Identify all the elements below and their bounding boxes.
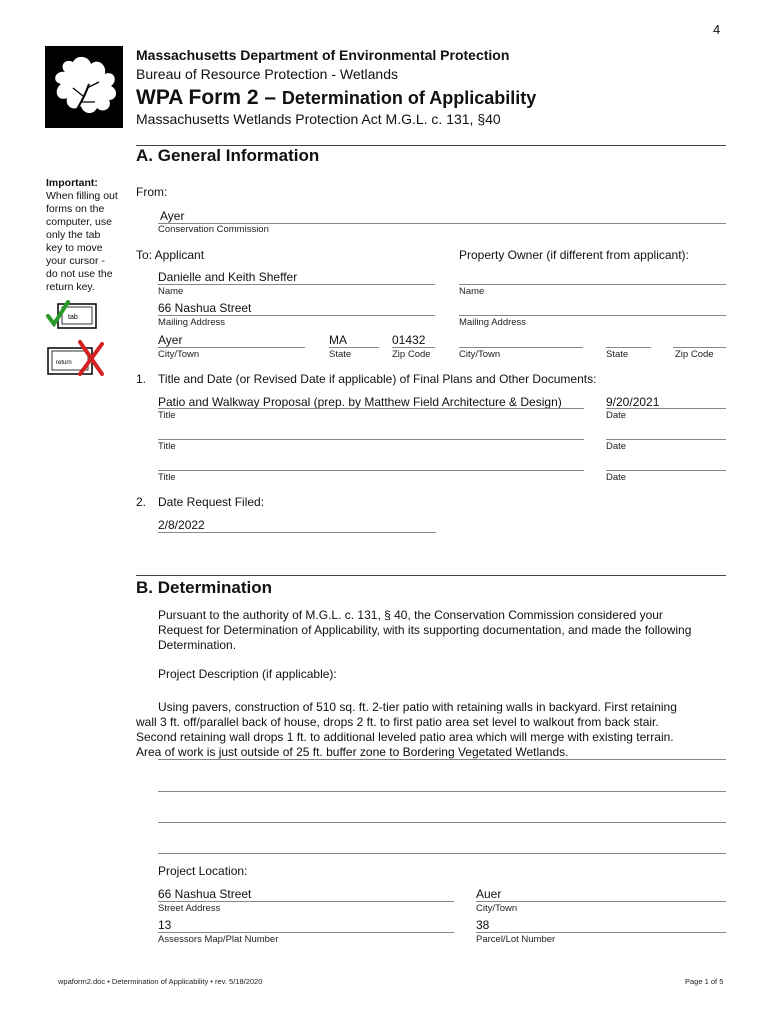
owner-name-line — [459, 284, 726, 285]
agency-name: Massachusetts Department of Environmental Protection — [136, 47, 510, 63]
owner-state-label: State — [606, 349, 629, 360]
important-line: your cursor - — [46, 255, 105, 267]
applicant-city-label: City/Town — [158, 349, 200, 360]
applicant-state[interactable]: MA — [329, 333, 347, 347]
plan-title-3-label: Title — [158, 472, 176, 483]
important-line: key to move — [46, 242, 103, 254]
location-city-line — [476, 901, 726, 902]
tab-key-icon — [44, 298, 100, 334]
footer-page-count: Page 1 of 5 — [685, 977, 724, 986]
return-key-icon — [44, 338, 108, 378]
footer-doc-info: wpaform2.doc • Determination of Applicability • rev. 5/18/2020 — [58, 977, 263, 986]
project-description-label: Project Description (if applicable): — [158, 667, 337, 681]
applicant-name-label: Name — [158, 286, 184, 297]
applicant-name[interactable]: Danielle and Keith Sheffer — [158, 270, 298, 284]
plan-title-2-label: Title — [158, 441, 176, 452]
plan-title-1-label: Title — [158, 410, 176, 421]
page-number: 4 — [713, 22, 721, 37]
from-label: From: — [136, 185, 168, 199]
owner-address-line — [459, 315, 726, 316]
item-2-text: Date Request Filed: — [158, 495, 265, 509]
description-line-4[interactable]: Area of work is just outside of 25 ft. buffer zone to Bordering Vegetated Wetlands. — [136, 745, 569, 759]
plan-title-2-line — [158, 439, 584, 440]
description-line-2[interactable]: wall 3 ft. off/parallel back of house, drops 2 ft. to first patio area set level to walkout from back stair. — [136, 715, 659, 729]
section-b-title: B. Determination — [136, 578, 273, 597]
form-prefix: WPA Form 2 – — [136, 86, 282, 109]
owner-label: Property Owner (if different from applicant): — [459, 248, 689, 262]
massdep-logo — [43, 44, 125, 130]
location-city-label: City/Town — [476, 903, 518, 914]
commission-value[interactable]: Ayer — [160, 209, 185, 223]
form-name: Determination of Applicability — [281, 88, 537, 108]
important-line: only the tab — [46, 229, 101, 241]
description-line-3[interactable]: Second retaining wall drops 1 ft. to additional leveled patio area which will merge with existing terrain. — [136, 730, 674, 744]
section-a-title: A. General Information — [136, 146, 320, 165]
parcel-number-line — [476, 932, 726, 933]
street-address-label: Street Address — [158, 903, 221, 914]
applicant-city-line — [158, 347, 305, 348]
section-b-divider — [136, 575, 726, 576]
oak-leaf-icon — [43, 44, 125, 130]
plan-date-2-label: Date — [606, 441, 627, 452]
applicant-name-line — [158, 284, 435, 285]
item-2-number: 2. — [136, 495, 147, 509]
authority-line-2: Request for Determination of Applicability, with its supporting documentation, and made the following — [158, 623, 692, 637]
important-note — [46, 177, 132, 294]
request-date[interactable]: 2/8/2022 — [158, 518, 205, 532]
owner-address-label: Mailing Address — [459, 317, 527, 328]
commission-label: Conservation Commission — [158, 224, 269, 235]
owner-zip-label: Zip Code — [675, 349, 714, 360]
plan-date-3-line — [606, 470, 726, 471]
item-1-number: 1. — [136, 372, 147, 386]
plan-date-1-label: Date — [606, 410, 627, 421]
applicant-address-line — [158, 315, 435, 316]
parcel-number-label: Parcel/Lot Number — [476, 934, 556, 945]
plan-title-3-line — [158, 470, 584, 471]
description-blank-line — [158, 791, 726, 792]
important-line: When filling out — [46, 190, 118, 202]
description-line-1[interactable]: Using pavers, construction of 510 sq. ft. 2-tier patio with retaining walls in backyard. First retaining — [158, 700, 677, 714]
form-title — [136, 86, 536, 110]
owner-city-label: City/Town — [459, 349, 501, 360]
important-line: return key. — [46, 281, 95, 293]
assessors-map[interactable]: 13 — [158, 918, 172, 932]
plan-title-1[interactable]: Patio and Walkway Proposal (prep. by Matthew Field Architecture & Design) — [158, 395, 562, 409]
bureau-name: Bureau of Resource Protection - Wetlands — [136, 66, 398, 82]
plan-date-2-line — [606, 439, 726, 440]
applicant-zip-line — [392, 347, 435, 348]
important-label: Important: — [46, 177, 98, 189]
plan-date-1[interactable]: 9/20/2021 — [606, 395, 660, 409]
applicant-zip[interactable]: 01432 — [392, 333, 426, 347]
parcel-number[interactable]: 38 — [476, 918, 490, 932]
assessors-map-label: Assessors Map/Plat Number — [158, 934, 279, 945]
important-line: computer, use — [46, 216, 112, 228]
plan-title-1-line — [158, 408, 584, 409]
applicant-address-label: Mailing Address — [158, 317, 226, 328]
tab-key-label: tab — [68, 314, 78, 321]
project-location-label: Project Location: — [158, 864, 248, 878]
plan-date-3-label: Date — [606, 472, 627, 483]
description-blank-line — [158, 822, 726, 823]
return-key-label: return — [56, 360, 72, 366]
authority-line-1: Pursuant to the authority of M.G.L. c. 131, § 40, the Conservation Commission considered your — [158, 608, 663, 622]
owner-city-line — [459, 347, 583, 348]
authority-line-3: Determination. — [158, 638, 237, 652]
applicant-state-label: State — [329, 349, 352, 360]
applicant-zip-label: Zip Code — [392, 349, 431, 360]
important-line: forms on the — [46, 203, 105, 215]
request-date-line — [158, 532, 436, 533]
important-line: do not use the — [46, 268, 113, 280]
owner-zip-line — [673, 347, 726, 348]
item-1-text: Title and Date (or Revised Date if applicable) of Final Plans and Other Documents: — [158, 372, 597, 386]
street-address-line — [158, 901, 454, 902]
location-city[interactable]: Auer — [476, 887, 502, 901]
owner-state-line — [606, 347, 651, 348]
assessors-map-line — [158, 932, 454, 933]
to-applicant-label: To: Applicant — [136, 248, 205, 262]
act-reference: Massachusetts Wetlands Protection Act M.G.L. c. 131, §40 — [136, 111, 501, 127]
applicant-address[interactable]: 66 Nashua Street — [158, 301, 252, 315]
plan-date-1-line — [606, 408, 726, 409]
description-blank-line — [158, 853, 726, 854]
applicant-state-line — [329, 347, 379, 348]
applicant-city[interactable]: Ayer — [158, 333, 183, 347]
street-address[interactable]: 66 Nashua Street — [158, 887, 252, 901]
owner-name-label: Name — [459, 286, 485, 297]
description-line — [158, 759, 726, 760]
